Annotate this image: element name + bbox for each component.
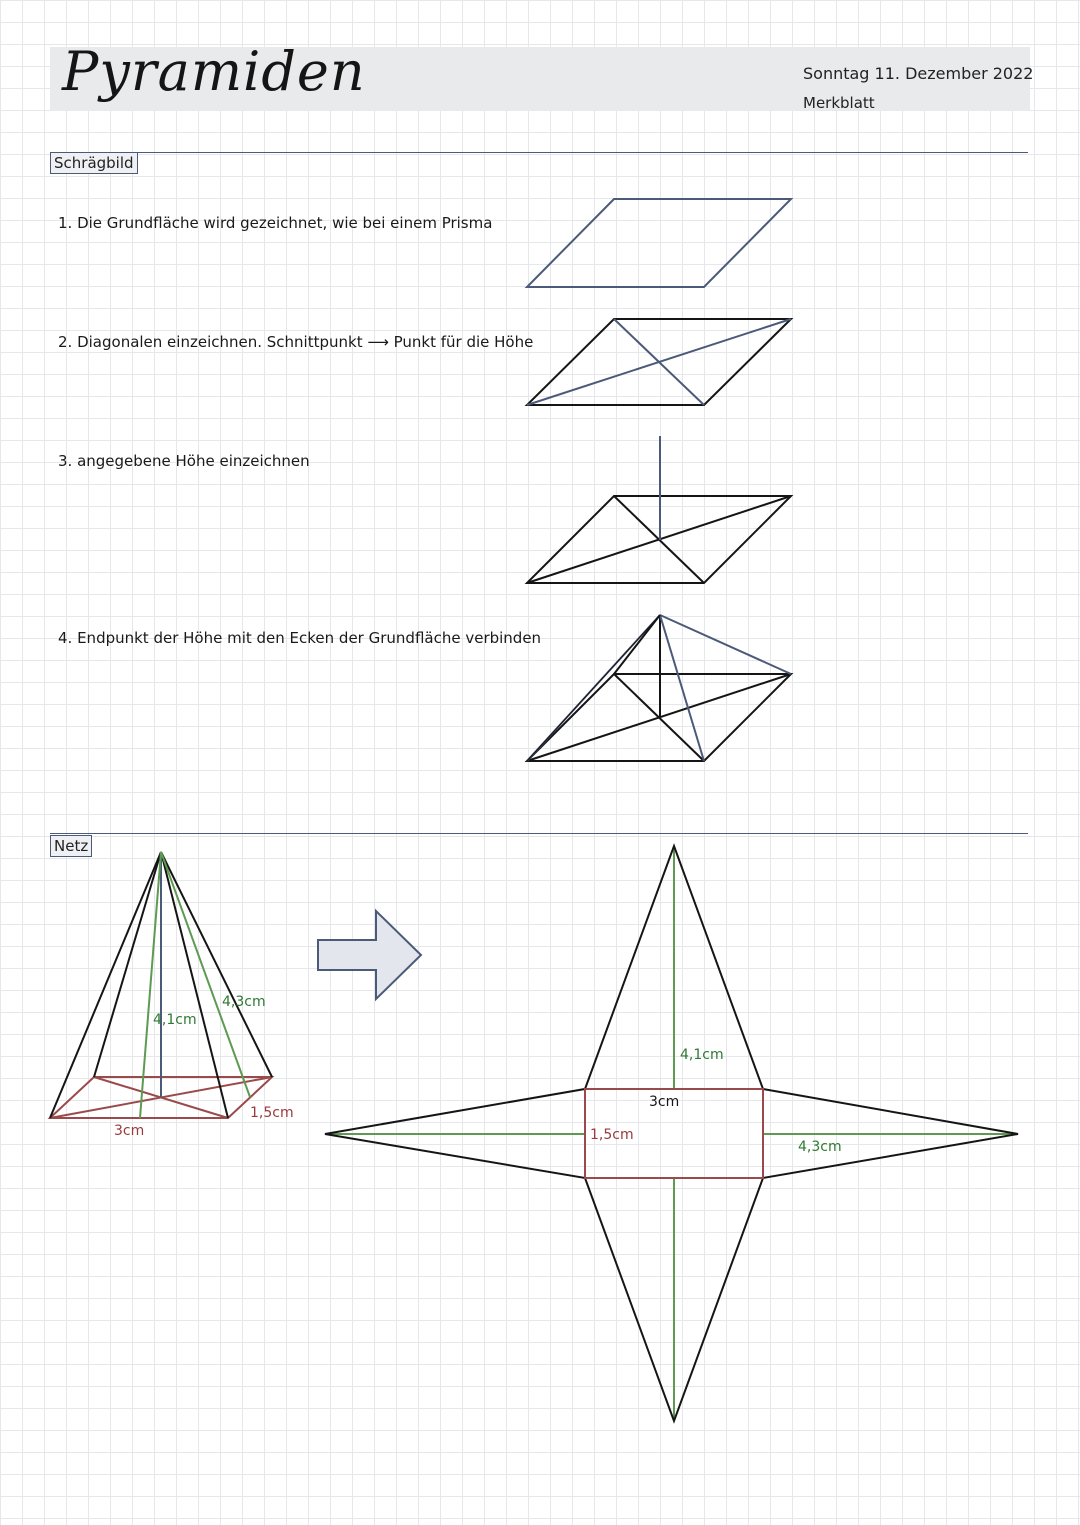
pyramid-3d-figure <box>50 852 272 1118</box>
pyramid-side-short-label: 1,5cm <box>250 1105 294 1121</box>
net-top-edge-label: 3cm <box>649 1094 680 1110</box>
pyramid-height-label: 4,1cm <box>153 1012 197 1028</box>
step-1-base-figure <box>527 199 791 287</box>
net-left-edge-label: 1,5cm <box>590 1127 634 1143</box>
step-4-text: 4. Endpunkt der Höhe mit den Ecken der Grundfläche verbinden <box>58 629 542 647</box>
page-title: Pyramiden <box>62 40 366 103</box>
net-height-label: 4,1cm <box>680 1047 724 1063</box>
step-4-pyramid-figure <box>527 615 791 761</box>
step-2-diagonals-figure <box>527 319 791 405</box>
section-label-oblique: Schrägbild <box>50 152 138 174</box>
sheet-type-label: Merkblatt <box>803 94 875 112</box>
step-1-text: 1. Die Grundfläche wird gezeichnet, wie bei einem Prisma <box>58 214 493 232</box>
step-3-text: 3. angegebene Höhe einzeichnen <box>58 452 310 470</box>
step-3-height-figure <box>527 436 791 583</box>
pyramid-side-long-label: 3cm <box>114 1123 145 1139</box>
step-2-text: 2. Diagonalen einzeichnen. Schnittpunkt ⟶ Punkt für die Höhe <box>58 333 534 351</box>
net-right-height-label: 4,3cm <box>798 1139 842 1155</box>
section-label-net: Netz <box>50 835 92 857</box>
pyramid-slant-label: 4,3cm <box>222 994 266 1010</box>
arrow-right-icon <box>318 911 421 999</box>
pyramid-net-figure <box>325 846 1018 1421</box>
date-label: Sonntag 11. Dezember 2022 <box>803 64 1034 83</box>
